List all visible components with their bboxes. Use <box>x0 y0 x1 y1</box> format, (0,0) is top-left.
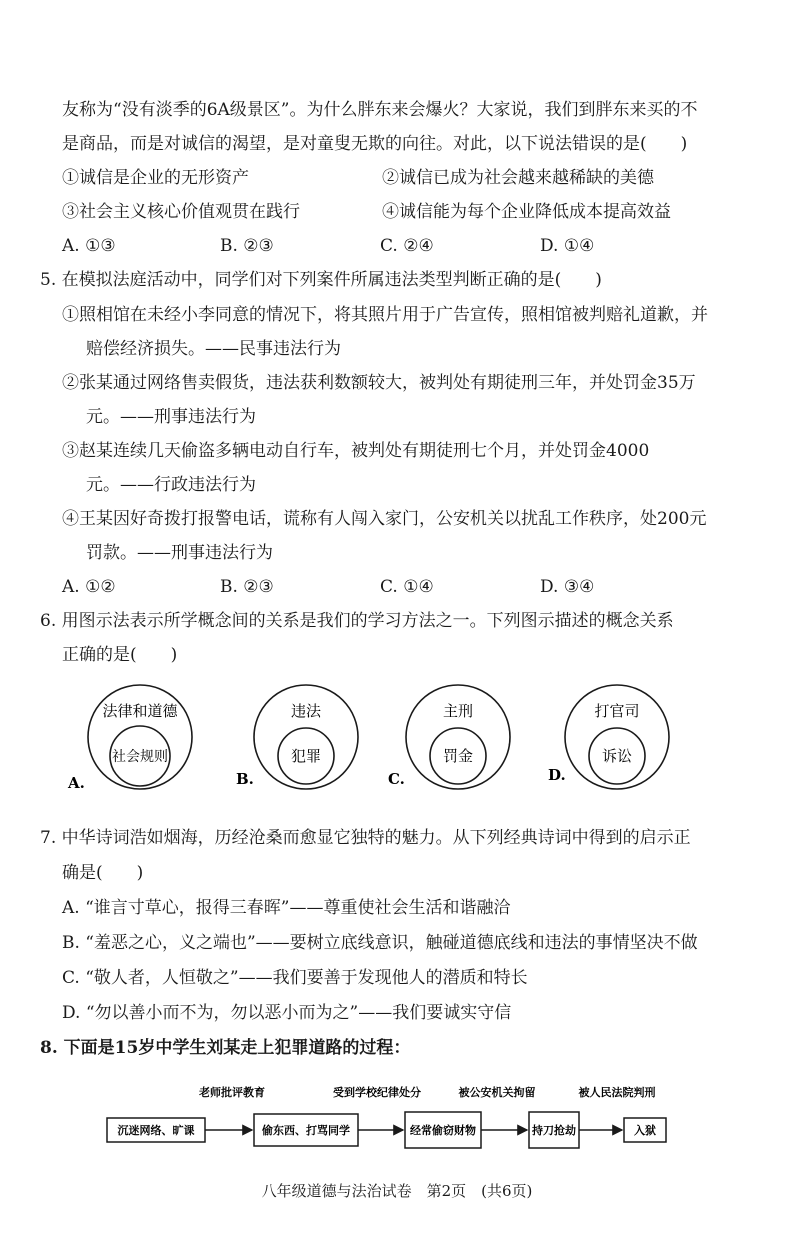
q6-d-inner-label: 诉讼 <box>601 747 633 765</box>
q8-stem: 8. 下面是15岁中学生刘某走上犯罪道路的过程： <box>40 1038 411 1058</box>
flow-box-3-label: 经常偷窃财物 <box>410 1124 476 1137</box>
q5-statement-1b: 赔偿经济损失。——民事违法行为 <box>86 339 341 359</box>
q4-option-b: B. ②③ <box>220 236 274 256</box>
q6-d-outer-label: 打官司 <box>594 702 640 720</box>
q4-line-1: 友称为“没有淡季的6A级景区”。为什么胖东来会爆火？大家说，我们到胖东来买的不 <box>62 100 698 120</box>
q6-b-letter: B. <box>236 770 254 788</box>
q7-option-c: C. “敬人者，人恒敬之”——我们要善于发现他人的潜质和特长 <box>62 968 528 988</box>
flow-box-5-label: 入狱 <box>634 1124 656 1137</box>
q6-stem-1: 6. 用图示法表示所学概念间的关系是我们的学习方法之一。下列图示描述的概念关系 <box>40 611 674 631</box>
outer-circle <box>88 685 192 789</box>
q6-diagram-d <box>548 685 669 789</box>
q6-b-inner-label: 犯罪 <box>290 747 322 765</box>
q6-b-outer-label: 违法 <box>290 702 322 720</box>
q5-statement-1a: ①照相馆在未经小李同意的情况下，将其照片用于广告宣传，照相馆被判赔礼道歉，并 <box>62 305 708 325</box>
q4-statement-3: ③社会主义核心价值观贯在践行 <box>62 202 300 222</box>
q4-statement-2: ②诚信已成为社会越来越稀缺的美德 <box>382 168 654 188</box>
q6-c-letter: C. <box>388 770 405 788</box>
q5-option-d: D. ③④ <box>540 577 595 597</box>
flow-label-3: 被公安机关拘留 <box>458 1086 536 1099</box>
q6-diagram-c <box>388 685 510 789</box>
outer-circle <box>254 685 358 789</box>
q5-option-c: C. ①④ <box>380 577 434 597</box>
q4-statement-4: ④诚信能为每个企业降低成本提高效益 <box>382 202 671 222</box>
outer-circle <box>406 685 510 789</box>
q5-statement-2a: ②张某通过网络售卖假货，违法获利数额较大，被判处有期徒刑三年，并处罚金35万 <box>62 373 696 393</box>
q4-option-d: D. ①④ <box>540 236 595 256</box>
flow-box-4-label: 持刀抢劫 <box>532 1124 576 1137</box>
q6-stem-2: 正确的是( ) <box>62 645 178 665</box>
q6-diagram-a <box>67 685 192 792</box>
q6-a-inner-label: 社会规则 <box>112 749 168 765</box>
q4-line-2: 是商品，而是对诚信的渴望，是对童叟无欺的向往。对此，以下说法错误的是( ) <box>62 134 688 154</box>
flow-label-4: 被人民法院判刑 <box>578 1086 656 1099</box>
flow-box-2-label: 偷东西、打骂同学 <box>262 1124 350 1137</box>
q7-stem-1: 7. 中华诗词浩如烟海，历经沧桑而愈显它独特的魅力。从下列经典诗词中得到的启示正 <box>40 828 691 848</box>
q6-c-inner-label: 罚金 <box>442 747 474 765</box>
outer-circle <box>565 685 669 789</box>
q7-option-b: B. “羞恶之心，义之端也”——要树立底线意识，触碰道德底线和违法的事情坚决不做 <box>62 933 698 953</box>
flow-label-2: 受到学校纪律处分 <box>333 1086 421 1099</box>
page-footer: 八年级道德与法治试卷 第2页 (共6页) <box>261 1182 533 1200</box>
q5-statement-3b: 元。——行政违法行为 <box>86 475 256 495</box>
q5-statement-3a: ③赵某连续几天偷盗多辆电动自行车，被判处有期徒刑七个月，并处罚金4000 <box>62 441 650 461</box>
q6-d-letter: D. <box>548 766 566 784</box>
q7-stem-2: 确是( ) <box>62 863 144 883</box>
q4-option-c: C. ②④ <box>380 236 434 256</box>
q5-option-b: B. ②③ <box>220 577 274 597</box>
q8-flowchart <box>0 1078 794 1150</box>
q7-option-d: D. “勿以善小而不为，勿以恶小而为之”——我们要诚实守信 <box>62 1003 512 1023</box>
q5-statement-4b: 罚款。——刑事违法行为 <box>86 543 273 563</box>
q5-option-a: A. ①② <box>62 577 116 597</box>
q4-statement-1: ①诚信是企业的无形资产 <box>62 168 249 188</box>
q6-c-outer-label: 主刑 <box>442 702 474 720</box>
q6-a-letter: A. <box>68 774 85 792</box>
q7-option-a: A. “谁言寸草心，报得三春晖”——尊重使社会生活和谐融洽 <box>62 898 511 918</box>
q6-a-outer-label: 法律和道德 <box>102 702 178 720</box>
flow-box-1-label: 沉迷网络、旷课 <box>117 1124 195 1137</box>
q5-stem: 5. 在模拟法庭活动中，同学们对下列案件所属违法类型判断正确的是( ) <box>40 270 602 290</box>
q6-diagram-b <box>236 685 358 789</box>
q5-statement-2b: 元。——刑事违法行为 <box>86 407 256 427</box>
q5-statement-4a: ④王某因好奇拨打报警电话，谎称有人闯入家门，公安机关以扰乱工作秩序，处200元 <box>62 509 707 529</box>
q6-diagrams <box>0 680 794 810</box>
flow-label-1: 老师批评教育 <box>199 1086 265 1099</box>
q4-option-a: A. ①③ <box>62 236 116 256</box>
